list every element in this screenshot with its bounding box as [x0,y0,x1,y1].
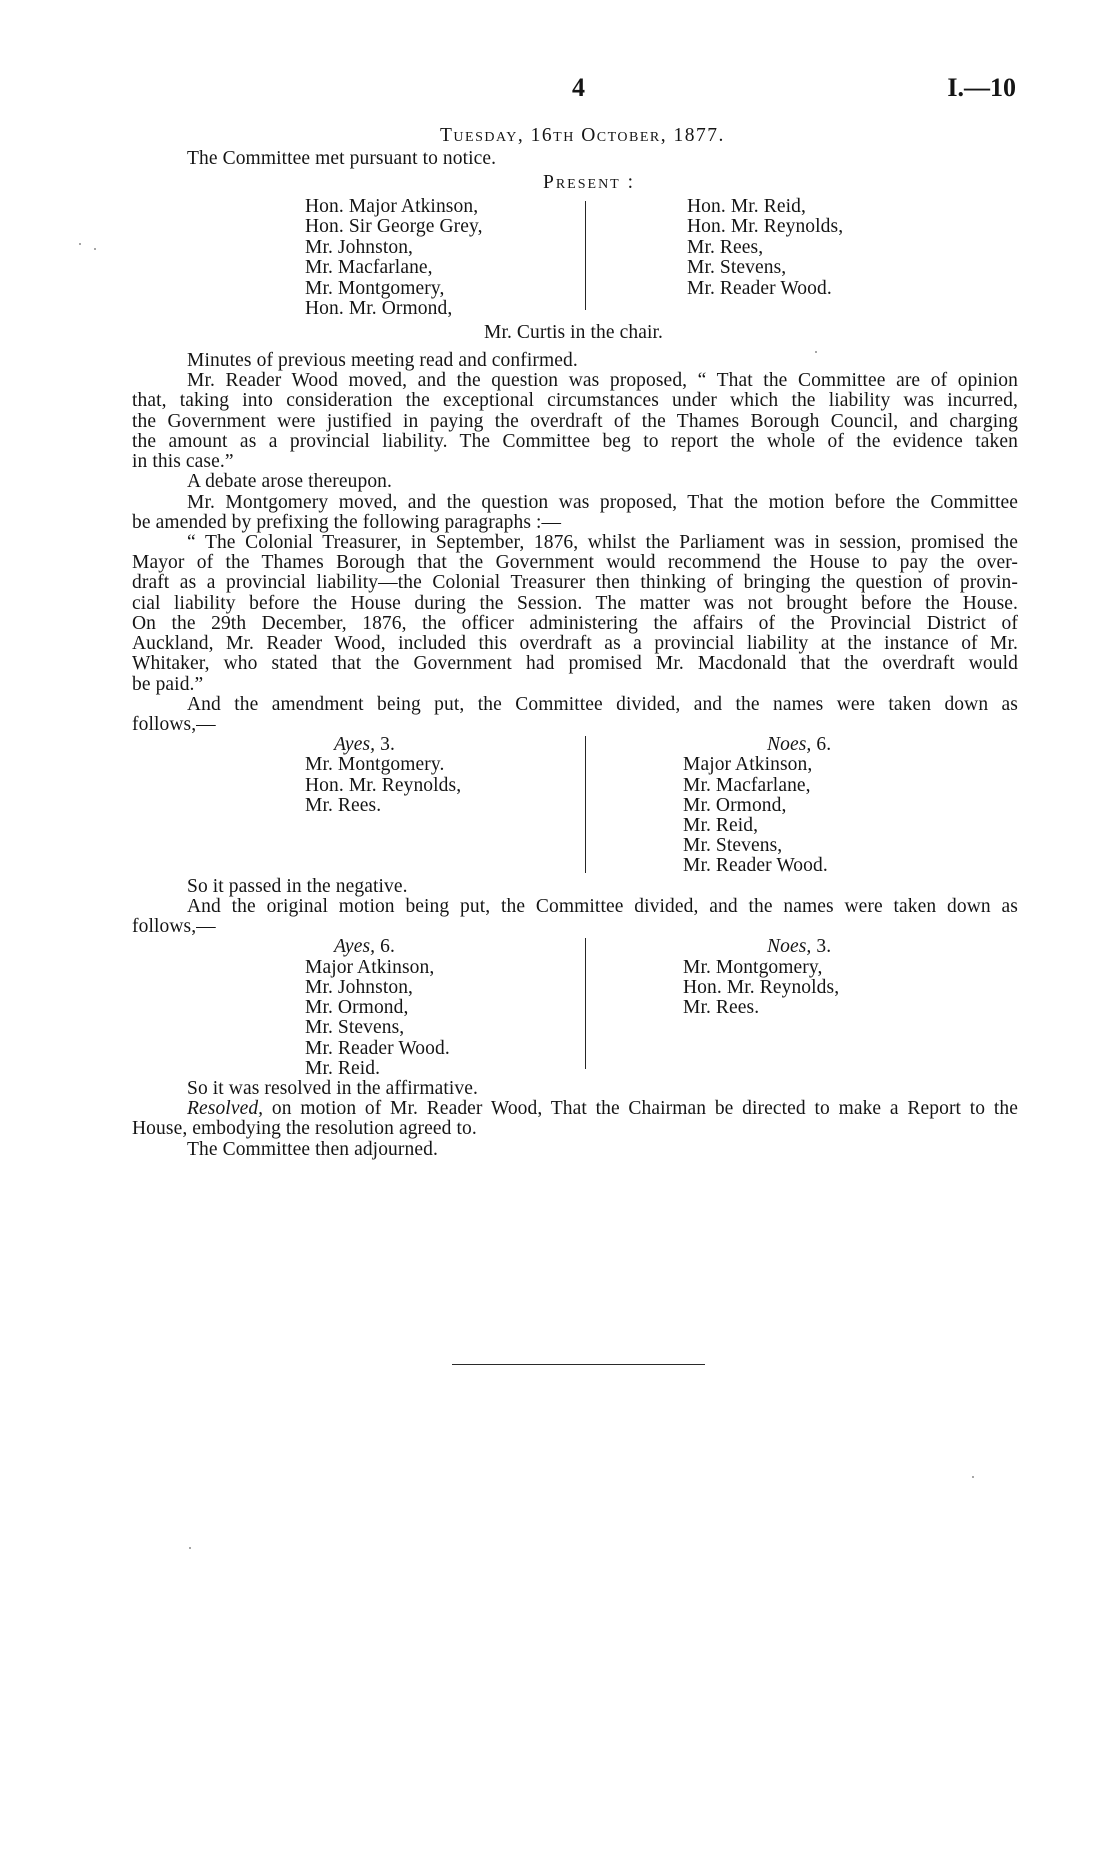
chair-line: Mr. Curtis in the chair. [484,322,663,343]
print-speck [94,248,96,250]
text-line: Whitaker, who stated that the Government had promised Mr. Macdonald that the overdraft would [132,653,1018,675]
text-line: be paid.” [132,673,204,695]
ayes-label: Ayes, [334,936,376,958]
member-name: Mr. Johnston, [305,236,414,258]
paper-reference: I.—10 [947,73,1016,102]
noes-label: Noes, [767,734,812,756]
member-name: Mr. Macfarlane, [305,257,433,279]
paragraph-reader-wood-motion [132,371,1018,472]
present-list [132,197,1018,320]
member-name: Major Atkinson, [305,956,435,978]
text-line: Mr. Montgomery moved, and the question was proposed, That the motion before the Committee [187,491,1018,513]
end-rule [452,1364,705,1365]
division-original-motion [132,937,1018,1079]
member-name: Mr. Reader Wood. [305,1037,450,1059]
ayes-heading [305,735,461,755]
member-name: Mr. Reader Wood. [687,277,832,299]
resolved-label: Resolved, [187,1098,264,1120]
text-line: follows,— [132,713,216,735]
paragraph-amendment-text [132,533,1018,695]
present-heading: Present : [543,172,636,193]
member-name: Mr. Stevens, [683,835,783,857]
column-divider [585,736,586,873]
paragraph-amendment-motion [132,493,1018,533]
ayes-count: 6. [380,936,395,958]
text-line: draft as a provincial liability—the Colonial Treasurer then thinking of bringing the question of provin- [132,572,1018,594]
member-name: Mr. Rees, [687,236,764,258]
print-speck [972,1476,974,1478]
ayes-heading [305,937,450,957]
column-divider [585,938,586,1069]
paragraph-debate: A debate arose thereupon. [187,471,393,493]
member-name: Hon. Sir George Grey, [305,216,483,238]
member-name: Mr. Reid, [683,815,759,837]
text-line: follows,— [132,916,216,938]
text-line: that, taking into consideration the exceptional circumstances under which the liability was incurred, [132,390,1018,412]
member-name: Mr. Montgomery, [305,277,445,299]
paragraph-division-1-result: So it passed in the negative. [187,875,408,897]
resolution-text: on motion of Mr. Reader Wood, That the Chairman be directed to make a Report to the [263,1098,1018,1120]
print-speck [815,351,817,353]
member-name: Mr. Reid. [305,1057,381,1079]
member-name: Mr. Montgomery, [683,956,823,978]
member-name: Mr. Johnston, [305,976,414,998]
text-line: cial liability before the House during the Session. The matter was not brought before the House. [132,592,1018,614]
present-left-column [305,197,483,319]
paragraph-resolution [132,1099,1018,1139]
member-name: Mr. Stevens, [687,257,787,279]
text-line: the amount as a provincial liability. The Committee beg to report the whole of the evidence taken [132,430,1018,452]
text-line: Auckland, Mr. Reader Wood, included this overdraft as a provincial liability at the instance of Mr. [132,633,1018,655]
member-name: Hon. Mr. Reynolds, [687,216,844,238]
member-name: Mr. Stevens, [305,1017,405,1039]
member-name: Mr. Ormond, [683,794,787,816]
noes-heading [683,937,839,957]
division-amendment [132,735,1018,877]
text-line [132,1099,1018,1119]
text-line: Mr. Reader Wood moved, and the question was proposed, “ That the Committee are of opinion [187,370,1018,392]
ayes-column [305,937,450,1079]
text-line: And the amendment being put, the Committee divided, and the names were taken down as [187,693,1018,715]
print-speck [79,243,81,245]
noes-count: 6. [816,734,832,756]
member-name: Hon. Mr. Ormond, [305,297,453,319]
paragraph-division-2-result: So it was resolved in the affirmative. [187,1078,478,1099]
noes-column [683,937,839,1018]
ayes-label: Ayes, [334,734,376,756]
text-line: Mayor of the Thames Borough that the Government would recommend the House to pay the over- [132,552,1018,574]
text-line: On the 29th December, 1876, the officer administering the affairs of the Provincial District of [132,612,1018,634]
noes-heading [683,735,831,755]
member-name: Mr. Macfarlane, [683,774,811,796]
text-line: the Government were justified in paying the overdraft of the Thames Borough Council, and charging [132,410,1018,432]
opening-line: The Committee met pursuant to notice. [187,148,497,169]
column-divider [585,201,586,310]
text-line: And the original motion being put, the Committee divided, and the names were taken down as [187,895,1018,917]
meeting-date: Tuesday, 16th October, 1877. [440,125,725,146]
present-right-column [687,197,843,299]
noes-label: Noes, [767,936,812,958]
paragraph-original-division-intro [132,897,1018,937]
member-name: Hon. Major Atkinson, [305,196,479,217]
member-name: Mr. Ormond, [305,997,409,1019]
member-name: Hon. Mr. Reynolds, [683,976,840,998]
member-name: Mr. Rees. [683,997,760,1019]
ayes-count: 3. [380,734,395,756]
member-name: Major Atkinson, [683,754,813,776]
text-line: in this case.” [132,451,234,473]
member-name: Hon. Mr. Reid, [687,196,806,217]
text-line: be amended by prefixing the following paragraphs :— [132,511,562,533]
member-name: Mr. Reader Wood. [683,855,828,877]
member-name: Mr. Montgomery. [305,754,445,776]
text-line: “ The Colonial Treasurer, in September, 1876, whilst the Parliament was in session, promised the [187,531,1018,553]
print-speck [189,1547,191,1549]
minutes-body [132,351,1018,1160]
ayes-column [305,735,461,816]
paragraph-closing: The Committee then adjourned. [187,1138,438,1160]
member-name: Hon. Mr. Reynolds, [305,774,462,796]
page-number: 4 [572,73,585,102]
paragraph-minutes-confirmed: Minutes of previous meeting read and confirmed. [187,350,578,371]
text-line: House, embodying the resolution agreed to. [132,1118,477,1140]
paragraph-amendment-division-intro [132,695,1018,735]
member-name: Mr. Rees. [305,794,382,816]
noes-count: 3. [816,936,832,958]
noes-column [683,735,831,877]
